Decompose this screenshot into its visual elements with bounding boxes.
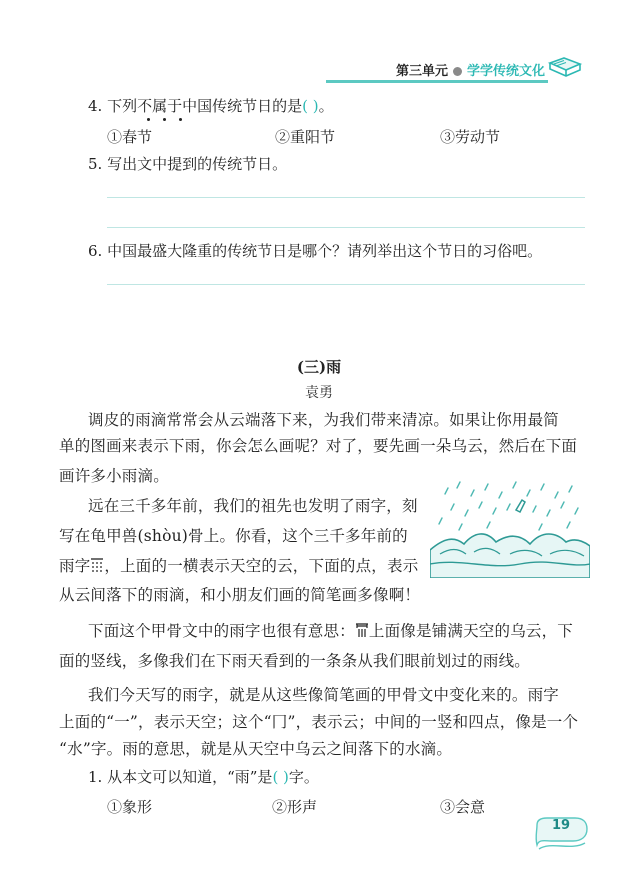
paragraph-3-line-1	[88, 619, 573, 641]
question-end: 字。	[288, 768, 319, 786]
answer-line[interactable]	[107, 197, 585, 198]
question-emphasis: 不属于	[137, 97, 183, 115]
section-title: (三)雨	[296, 358, 342, 376]
answer-blank[interactable]: ( )	[272, 768, 289, 786]
paragraph-2-line-1: 远在三千多年前，我们的祖先也发明了雨字，刻	[88, 497, 418, 515]
header-divider	[326, 80, 548, 83]
text-fragment: ，上面的一横表示天空的云，下面的点，表示	[104, 557, 419, 575]
page-number: 19	[552, 818, 571, 833]
question-text-a: 下列	[107, 97, 138, 115]
option-3[interactable]: ③会意	[440, 798, 486, 816]
rain-illustration-icon	[430, 478, 590, 578]
paragraph-2-line-4: 从云间落下的雨滴，和小朋友们画的简笔画多像啊！	[59, 586, 421, 604]
question-text: 写出文中提到的传统节日。	[107, 155, 288, 173]
question-4	[88, 95, 334, 116]
author-name: 袁勇	[305, 385, 333, 401]
paragraph-2-line-3	[59, 554, 418, 576]
oracle-rain-glyph-icon	[90, 557, 104, 573]
unit-header	[396, 60, 545, 79]
unit-label: 第三单元	[396, 64, 449, 79]
paragraph-4-line-2: 上面的“一”，表示天空；这个“冂”，表示云；中间的一竖和四点，像是一个	[59, 713, 579, 731]
oracle-rain-glyph-icon	[355, 622, 369, 638]
unit-topic: 学学传统文化	[467, 64, 546, 79]
paragraph-1-line-3: 画许多小雨滴。	[59, 467, 169, 485]
answer-blank[interactable]: ( )	[302, 97, 319, 115]
question-text-b: 中国传统节日的是	[182, 97, 303, 115]
bullet-dot-icon	[453, 67, 462, 76]
question-1	[88, 766, 319, 787]
paragraph-4-line-1: 我们今天写的雨字，就是从这些像简笔画的甲骨文中变化来的。雨字	[88, 686, 560, 704]
paragraph-2-line-2: 写在龟甲兽(shòu)骨上。你看，这个三千多年前的	[59, 527, 408, 545]
paragraph-1-line-2: 单的图画来表示下雨，你会怎么画呢？对了，要先画一朵乌云，然后在下面	[59, 437, 578, 455]
option-3[interactable]: ③劳动节	[440, 128, 501, 146]
text-fragment: 雨字	[59, 557, 91, 575]
paragraph-1-line-1: 调皮的雨滴常常会从云端落下来，为我们带来清凉。如果让你用最简	[88, 411, 560, 429]
question-number: 5.	[88, 155, 103, 173]
question-number: 6.	[88, 242, 103, 260]
option-2[interactable]: ②形声	[272, 798, 318, 816]
option-1[interactable]: ①象形	[107, 798, 153, 816]
question-text: 从本文可以知道，“雨”是	[107, 768, 273, 786]
question-number: 1.	[88, 768, 103, 786]
question-6	[88, 240, 542, 261]
answer-line[interactable]	[107, 284, 585, 285]
paragraph-4-line-3: “水”字。雨的意思，就是从天空中乌云之间落下的水滴。	[59, 740, 453, 758]
text-fragment: 下面这个甲骨文中的雨字也很有意思：	[88, 622, 355, 640]
question-5	[88, 153, 287, 174]
answer-line[interactable]	[107, 227, 585, 228]
book-icon	[547, 54, 583, 80]
paragraph-3-line-2: 面的竖线，多像我们在下雨天看到的一条条从我们眼前划过的雨线。	[59, 652, 531, 670]
question-end: 。	[318, 97, 334, 115]
question-number: 4.	[88, 97, 103, 115]
option-1[interactable]: ①春节	[107, 128, 153, 146]
option-2[interactable]: ②重阳节	[275, 128, 336, 146]
text-fragment: 上面像是铺满天空的乌云，下	[368, 622, 574, 640]
question-text: 中国最盛大隆重的传统节日是哪个？请列举出这个节日的习俗吧。	[107, 242, 543, 260]
